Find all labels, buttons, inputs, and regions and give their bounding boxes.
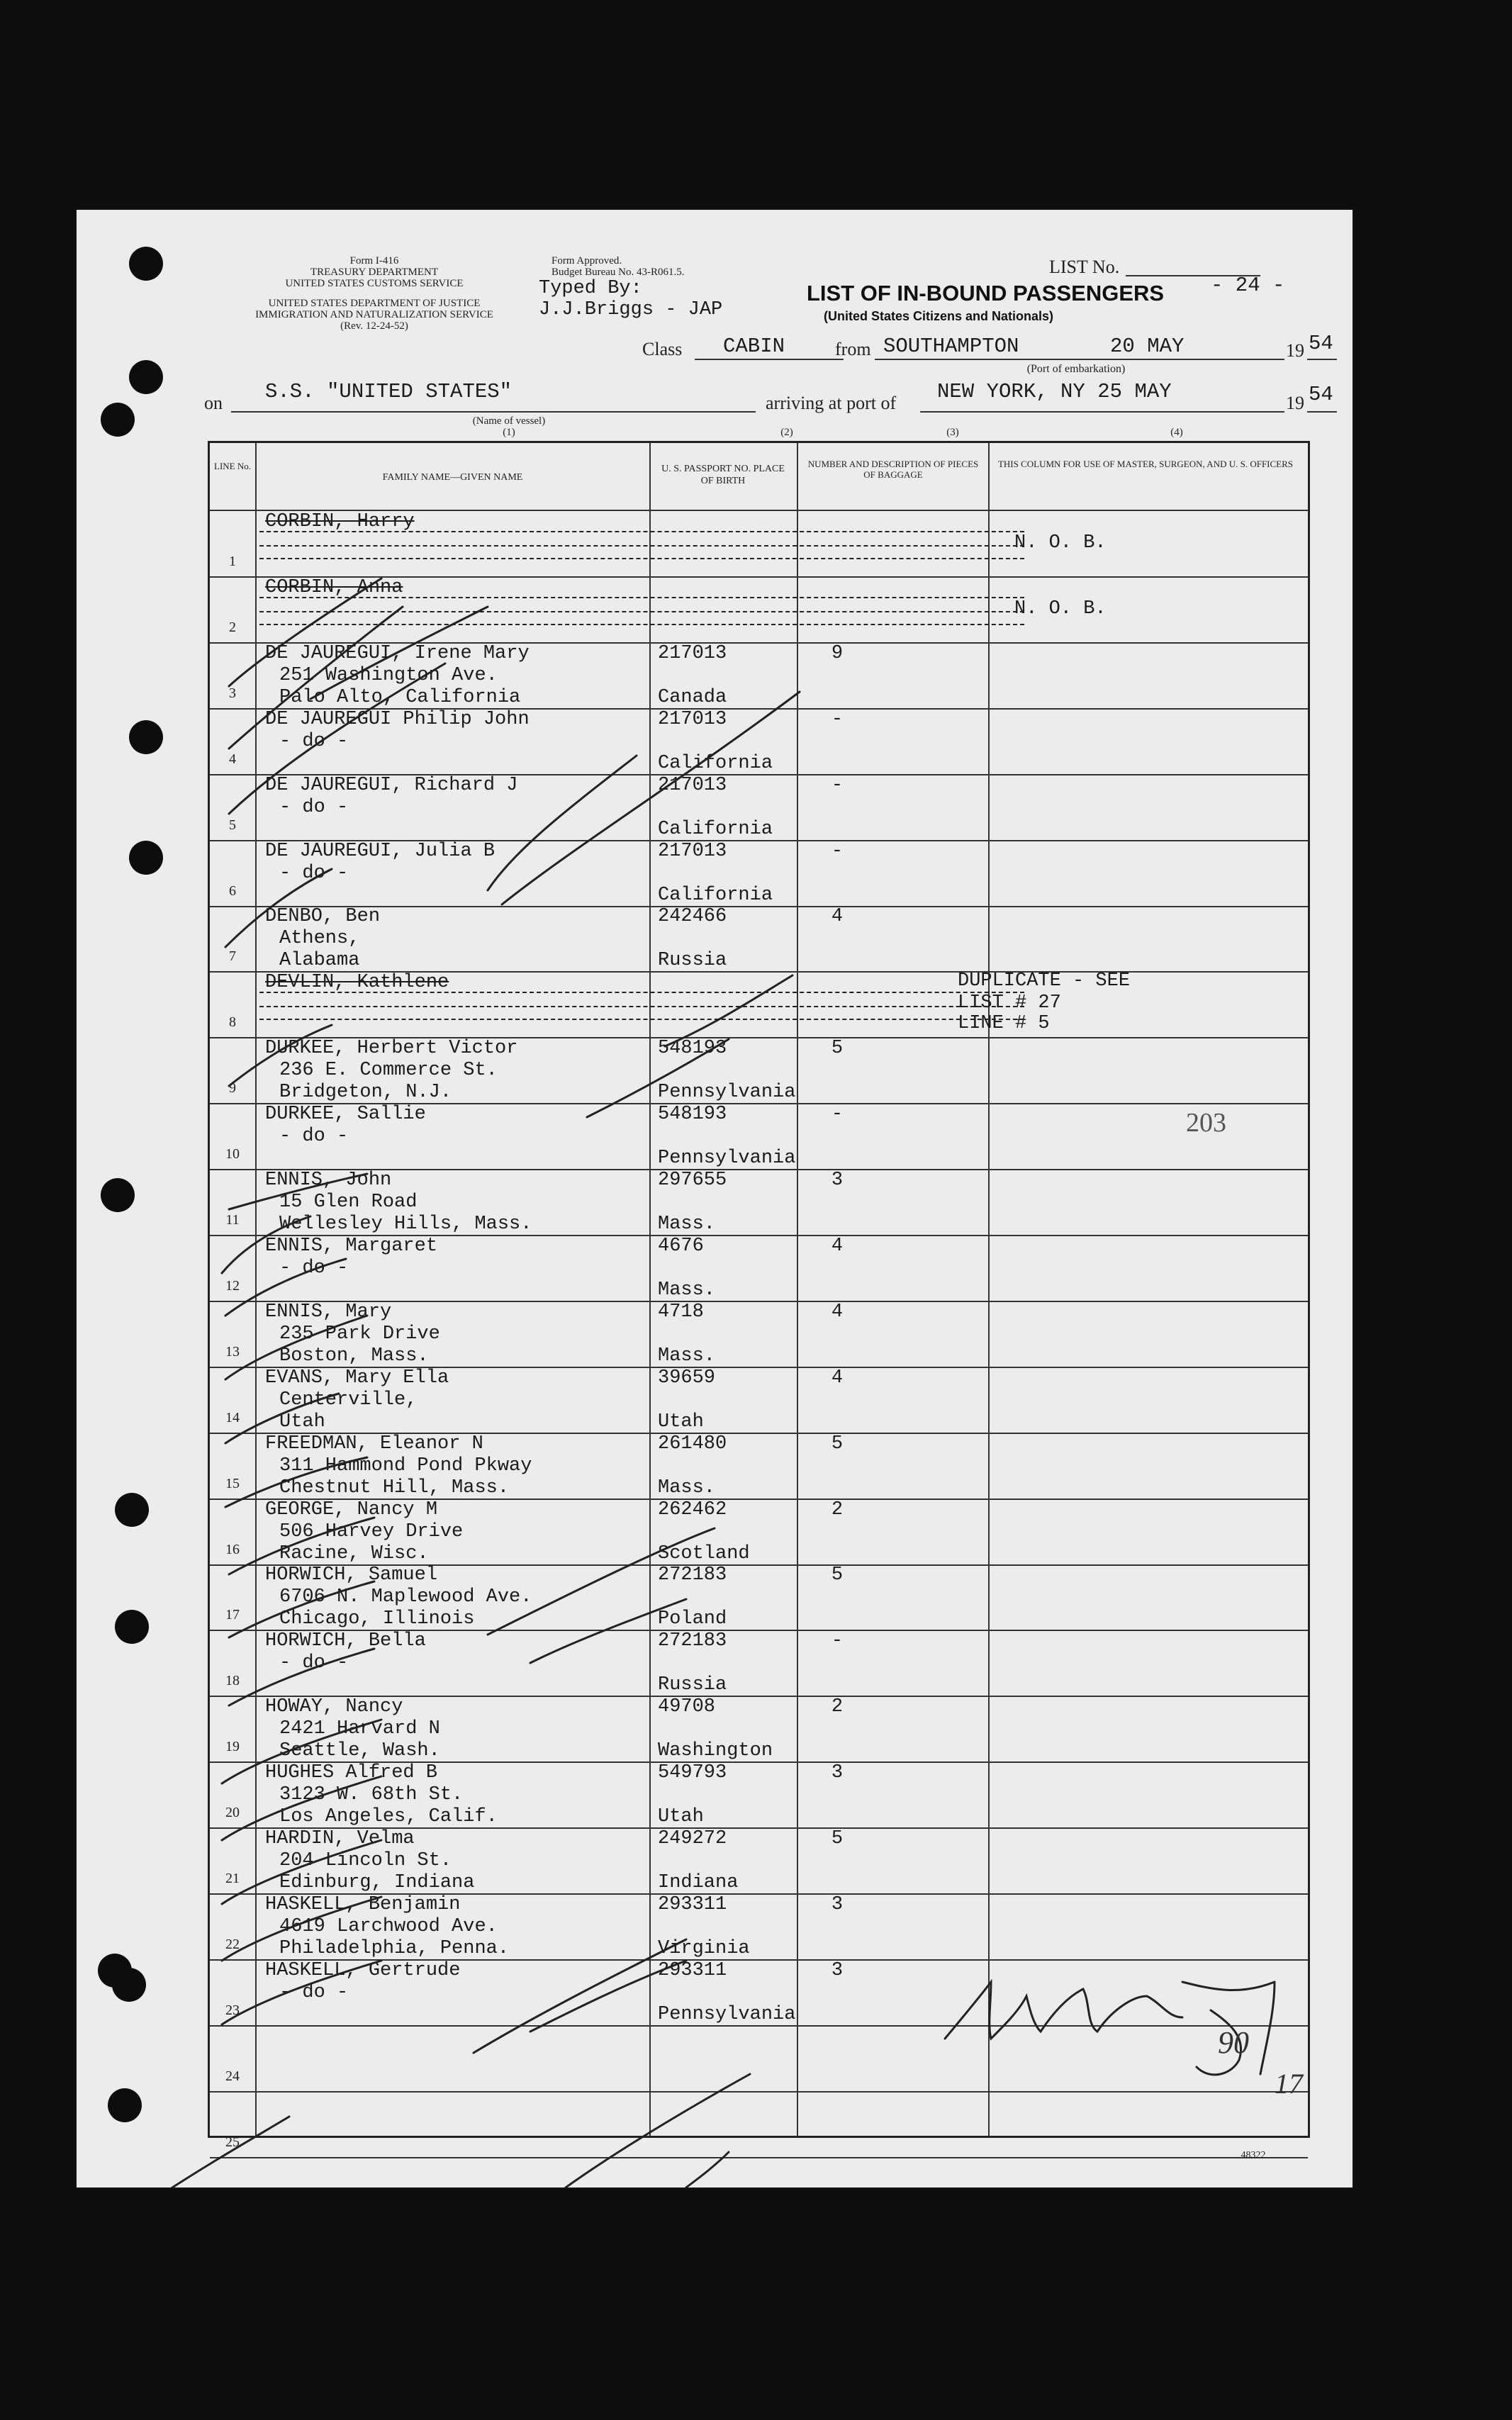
passport-number: 272183 xyxy=(658,1564,727,1586)
initial-number-top: 90 xyxy=(1218,2025,1249,2060)
passenger-name: HASKELL, Gertrude xyxy=(265,1959,461,1981)
passenger-name: FREEDMAN, Eleanor N xyxy=(265,1433,483,1455)
embark-date: 20 MAY xyxy=(1110,335,1185,358)
passenger-name: HORWICH, Samuel xyxy=(265,1564,438,1586)
address-line-1: - do - xyxy=(279,1981,349,2003)
baggage-count: - xyxy=(831,774,844,796)
header-line-no: LINE No. xyxy=(214,461,251,471)
passport-number: 272183 xyxy=(658,1630,727,1652)
passenger-name: DURKEE, Herbert Victor xyxy=(265,1038,518,1060)
col-number-4: (4) xyxy=(1170,427,1183,438)
line-number: 13 xyxy=(225,1343,240,1360)
line-number: 21 xyxy=(225,1871,240,1886)
passenger-name: ENNIS, Margaret xyxy=(265,1235,438,1257)
strike-dash xyxy=(259,624,1024,625)
address-line-2: Chicago, Illinois xyxy=(279,1608,475,1630)
arrival-line xyxy=(920,411,1284,413)
table-row xyxy=(210,1960,1308,2026)
budget-bureau: Budget Bureau No. 43-R061.5. xyxy=(551,267,685,278)
table-row xyxy=(210,1236,1308,1301)
strike-dash xyxy=(259,545,1024,547)
line-number: 18 xyxy=(225,1673,240,1689)
passport-number: 262462 xyxy=(658,1499,727,1520)
address-line-2: Wellesley Hills, Mass. xyxy=(279,1214,532,1235)
vessel-line xyxy=(231,411,756,413)
address-line-2: Boston, Mass. xyxy=(279,1345,429,1367)
class-label: Class xyxy=(642,339,683,359)
line-number: 17 xyxy=(225,1607,240,1623)
place-of-birth: Russia xyxy=(658,1674,727,1696)
baggage-count: 3 xyxy=(831,1893,844,1915)
table-row xyxy=(210,1894,1308,1960)
passenger-name: DEVLIN, Kathlene xyxy=(265,972,449,994)
address-line-1: 204 Lincoln St. xyxy=(279,1850,452,1871)
passport-number: 293311 xyxy=(658,1959,727,1981)
address-line-1: Athens, xyxy=(279,928,360,950)
arrival-year: 54 xyxy=(1309,383,1333,406)
punch-hole xyxy=(112,1968,146,2002)
form-title: LIST OF IN-BOUND PASSENGERS xyxy=(807,281,1165,306)
ins-service: IMMIGRATION AND NATURALIZATION SERVICE xyxy=(255,309,493,320)
address-line-1: 2421 Harvard N xyxy=(279,1718,440,1740)
line-number: 19 xyxy=(225,1739,240,1755)
line-number: 12 xyxy=(225,1277,240,1294)
address-line-1: 4619 Larchwood Ave. xyxy=(279,1915,498,1937)
baggage-count: 3 xyxy=(831,1170,844,1191)
officer-note-2: LIST # 27 xyxy=(958,992,1061,1014)
passenger-name: DE JAUREGUI Philip John xyxy=(265,708,530,730)
col-number-3: (3) xyxy=(946,427,959,438)
address-line-1: 235 Park Drive xyxy=(279,1323,440,1345)
place-of-birth: Canada xyxy=(658,686,727,708)
passport-number: 297655 xyxy=(658,1170,727,1191)
line-number: 7 xyxy=(229,948,236,965)
passport-number: 217013 xyxy=(658,708,727,730)
list-number: - 24 - xyxy=(1211,274,1285,297)
table-row xyxy=(210,972,1308,1038)
address-line-1: 15 Glen Road xyxy=(279,1192,418,1213)
passenger-name: DE JAUREGUI, Julia B xyxy=(265,840,495,862)
table-row xyxy=(210,1433,1308,1499)
line-number: 10 xyxy=(225,1146,240,1163)
address-line-1: 3123 W. 68th St. xyxy=(279,1784,464,1806)
strike-dash xyxy=(259,1019,1024,1020)
strike-dash xyxy=(259,531,1024,532)
line-number: 8 xyxy=(229,1014,236,1031)
passenger-name: HARDIN, Velma xyxy=(265,1828,415,1849)
strike-dash xyxy=(259,611,1024,612)
strike-dash xyxy=(259,558,1024,559)
strike-dash xyxy=(259,992,1024,993)
port-embark-caption: (Port of embarkation) xyxy=(1026,363,1126,375)
baggage-count: - xyxy=(831,708,844,730)
typed-by-label: Typed By: xyxy=(539,278,642,299)
address-line-1: 251 Washington Ave. xyxy=(279,664,498,686)
header-baggage: NUMBER AND DESCRIPTION OF PIECES OF BAGGAGE xyxy=(807,459,979,480)
header-passport: U. S. PASSPORT NO. PLACE OF BIRTH xyxy=(661,464,785,486)
address-line-1: - do - xyxy=(279,1257,349,1279)
vessel-caption: (Name of vessel) xyxy=(472,415,546,427)
address-line-2: Chestnut Hill, Mass. xyxy=(279,1477,510,1499)
line-number: 20 xyxy=(225,1805,240,1821)
form-subtitle: (United States Citizens and Nationals) xyxy=(824,309,1054,323)
table-row xyxy=(210,1038,1308,1104)
address-line-1: - do - xyxy=(279,1126,349,1148)
table-row xyxy=(210,1170,1308,1236)
typed-by-value: J.J.Briggs - JAP xyxy=(539,299,723,320)
treasury-dept: TREASURY DEPARTMENT xyxy=(310,267,439,278)
passport-number: 4676 xyxy=(658,1235,704,1257)
passenger-name: DURKEE, Sallie xyxy=(265,1104,426,1126)
place-of-birth: Scotland xyxy=(658,1542,750,1564)
line-number: 6 xyxy=(229,883,236,899)
line-number: 14 xyxy=(225,1409,240,1425)
punch-hole xyxy=(129,720,163,754)
table-row xyxy=(210,1696,1308,1762)
place-of-birth: Pennsylvania xyxy=(658,2003,796,2025)
punch-hole xyxy=(129,247,163,281)
baggage-count: 5 xyxy=(831,1828,844,1849)
arrival-year-line xyxy=(1307,411,1337,413)
table-row xyxy=(210,643,1308,709)
baggage-count: - xyxy=(831,840,844,862)
customs-service: UNITED STATES CUSTOMS SERVICE xyxy=(285,278,464,289)
passport-number: 548193 xyxy=(658,1104,727,1126)
table-row xyxy=(210,2026,1308,2092)
table-row xyxy=(210,1762,1308,1828)
place-of-birth: Pennsylvania xyxy=(658,1082,796,1104)
place-of-birth: California xyxy=(658,752,773,774)
baggage-count: 3 xyxy=(831,1762,844,1784)
form-revision: (Rev. 12-24-52) xyxy=(340,320,408,332)
on-label: on xyxy=(204,393,223,413)
line-number: 9 xyxy=(229,1080,236,1097)
passport-number: 549793 xyxy=(658,1762,727,1784)
print-code: 48322 xyxy=(1241,2150,1266,2161)
table-row xyxy=(210,1301,1308,1367)
table-row xyxy=(210,709,1308,775)
passenger-name: DE JAUREGUI, Richard J xyxy=(265,774,518,796)
passenger-name: EVANS, Mary Ella xyxy=(265,1367,449,1389)
arrival-port: NEW YORK, NY 25 MAY xyxy=(937,380,1172,403)
passport-number: 261480 xyxy=(658,1433,727,1455)
line-number: 16 xyxy=(225,1541,240,1557)
embark-year-line xyxy=(1307,359,1337,360)
punch-hole xyxy=(115,1493,149,1527)
form-number: Form I-416 xyxy=(349,255,399,267)
place-of-birth: California xyxy=(658,818,773,840)
address-line-1: 236 E. Commerce St. xyxy=(279,1060,498,1082)
address-line-2: Seattle, Wash. xyxy=(279,1740,440,1762)
passport-number: 548193 xyxy=(658,1038,727,1060)
passport-number: 4718 xyxy=(658,1301,704,1323)
address-line-2: Edinburg, Indiana xyxy=(279,1872,475,1893)
strike-dash xyxy=(259,1006,1024,1007)
place-of-birth: Virginia xyxy=(658,1937,750,1959)
table-row xyxy=(210,577,1308,643)
passport-number: 39659 xyxy=(658,1367,716,1389)
address-line-2: Philadelphia, Penna. xyxy=(279,1937,510,1959)
passenger-name: HOWAY, Nancy xyxy=(265,1696,403,1718)
passenger-name: HASKELL, Benjamin xyxy=(265,1893,461,1915)
from-line xyxy=(875,359,1284,360)
class-value: CABIN xyxy=(723,335,785,358)
officer-note: DUPLICATE - SEE xyxy=(958,970,1131,992)
table-row xyxy=(210,511,1308,577)
stamp-number: 203 xyxy=(1186,1108,1226,1138)
header-name: FAMILY NAME—GIVEN NAME xyxy=(382,472,523,483)
place-of-birth: Pennsylvania xyxy=(658,1148,796,1170)
place-of-birth: Utah xyxy=(658,1806,704,1828)
table-row xyxy=(210,906,1308,972)
table-row xyxy=(210,1104,1308,1170)
list-no-label: LIST No. xyxy=(1049,257,1120,277)
table-row xyxy=(210,1499,1308,1565)
table-row xyxy=(210,1630,1308,1696)
year-prefix-2: 19 xyxy=(1286,393,1304,413)
address-line-2: Los Angeles, Calif. xyxy=(279,1806,498,1828)
table-row xyxy=(210,841,1308,907)
place-of-birth: Mass. xyxy=(658,1279,716,1301)
place-of-birth: Russia xyxy=(658,950,727,972)
manifest-page xyxy=(77,210,1353,2187)
address-line-1: - do - xyxy=(279,1652,349,1674)
baggage-count: 2 xyxy=(831,1499,844,1520)
place-of-birth: Poland xyxy=(658,1608,727,1630)
line-number: 3 xyxy=(229,685,236,701)
address-line-2: Bridgeton, N.J. xyxy=(279,1082,452,1104)
vessel-name: S.S. "UNITED STATES" xyxy=(265,380,513,403)
table-row xyxy=(210,775,1308,841)
passport-number: 217013 xyxy=(658,840,727,862)
place-of-birth: Indiana xyxy=(658,1872,739,1893)
table-row xyxy=(210,2092,1308,2158)
col-number-2: (2) xyxy=(780,427,793,438)
strike-dash xyxy=(259,597,1024,598)
line-number: 5 xyxy=(229,817,236,833)
baggage-count: 4 xyxy=(831,1301,844,1323)
passport-number: 249272 xyxy=(658,1828,727,1849)
place-of-birth: Mass. xyxy=(658,1477,716,1499)
address-line-1: 506 Harvey Drive xyxy=(279,1520,464,1542)
embark-year: 54 xyxy=(1309,332,1333,355)
table-row xyxy=(210,1564,1308,1630)
baggage-count: 4 xyxy=(831,906,844,928)
line-number: 23 xyxy=(225,2002,240,2018)
officer-note-3: LINE # 5 xyxy=(958,1013,1050,1035)
baggage-count: 5 xyxy=(831,1433,844,1455)
year-prefix: 19 xyxy=(1286,340,1304,361)
baggage-count: 4 xyxy=(831,1235,844,1257)
table-row xyxy=(210,1828,1308,1894)
line-number: 4 xyxy=(229,751,236,767)
passport-number: 293311 xyxy=(658,1893,727,1915)
col-number-1: (1) xyxy=(503,427,515,438)
address-line-1: Centerville, xyxy=(279,1389,418,1411)
from-label: from xyxy=(835,339,871,359)
passenger-name: HUGHES Alfred B xyxy=(265,1762,438,1784)
baggage-count: 2 xyxy=(831,1696,844,1718)
address-line-2: Alabama xyxy=(279,950,360,972)
passenger-table xyxy=(208,441,1310,2150)
address-line-2: Utah xyxy=(279,1411,325,1433)
passenger-name: ENNIS, Mary xyxy=(265,1301,392,1323)
punch-hole xyxy=(101,403,135,437)
passenger-name: CORBIN, Anna xyxy=(265,576,403,598)
officer-note: N. O. B. xyxy=(1014,598,1107,620)
line-number: 2 xyxy=(229,619,236,635)
passport-number: 217013 xyxy=(658,642,727,664)
punch-hole xyxy=(115,1610,149,1644)
baggage-count: 5 xyxy=(831,1564,844,1586)
baggage-count: 9 xyxy=(831,642,844,664)
passenger-name: GEORGE, Nancy M xyxy=(265,1499,438,1520)
address-line-2: Palo Alto, California xyxy=(279,686,521,708)
table-row xyxy=(210,1367,1308,1433)
header-officers: THIS COLUMN FOR USE OF MASTER, SURGEON, AND U. S. OFFICERS xyxy=(997,459,1294,469)
class-line xyxy=(695,359,844,360)
punch-hole xyxy=(129,841,163,875)
baggage-count: - xyxy=(831,1104,844,1126)
passenger-name: DENBO, Ben xyxy=(265,906,381,928)
passport-number: 242466 xyxy=(658,906,727,928)
passport-number: 49708 xyxy=(658,1696,716,1718)
punch-hole xyxy=(129,360,163,394)
place-of-birth: California xyxy=(658,884,773,906)
place-of-birth: Washington xyxy=(658,1740,773,1762)
justice-dept: UNITED STATES DEPARTMENT OF JUSTICE xyxy=(268,298,481,309)
from-port: SOUTHAMPTON xyxy=(883,335,1019,358)
passport-number: 217013 xyxy=(658,774,727,796)
baggage-count: - xyxy=(831,1630,844,1652)
row-divider xyxy=(210,2157,1308,2158)
initial-number-bottom: 17 xyxy=(1275,2068,1303,2100)
officer-note: N. O. B. xyxy=(1014,532,1107,554)
line-number: 15 xyxy=(225,1475,240,1491)
baggage-count: 5 xyxy=(831,1038,844,1060)
punch-hole xyxy=(101,1178,135,1212)
address-line-1: 311 Hammond Pond Pkway xyxy=(279,1455,532,1477)
arriving-label: arriving at port of xyxy=(766,393,897,413)
baggage-count: 3 xyxy=(831,1959,844,1981)
line-number: 22 xyxy=(225,1936,240,1952)
line-number: 11 xyxy=(225,1212,240,1228)
address-line-1: - do - xyxy=(279,730,349,752)
address-line-2: Racine, Wisc. xyxy=(279,1542,429,1564)
place-of-birth: Utah xyxy=(658,1411,704,1433)
address-line-1: - do - xyxy=(279,862,349,884)
punch-hole xyxy=(108,2088,142,2122)
place-of-birth: Mass. xyxy=(658,1345,716,1367)
line-number: 24 xyxy=(225,2068,240,2084)
line-number: 25 xyxy=(225,2134,240,2150)
passenger-name: ENNIS, John xyxy=(265,1170,392,1191)
passenger-name: CORBIN, Harry xyxy=(265,511,415,532)
passenger-name: DE JAUREGUI, Irene Mary xyxy=(265,642,530,664)
address-line-1: - do - xyxy=(279,796,349,818)
address-line-1: 6706 N. Maplewood Ave. xyxy=(279,1586,532,1608)
place-of-birth: Mass. xyxy=(658,1214,716,1235)
baggage-count: 4 xyxy=(831,1367,844,1389)
passenger-name: HORWICH, Bella xyxy=(265,1630,426,1652)
form-approved: Form Approved. xyxy=(551,255,622,267)
line-number: 1 xyxy=(229,554,236,569)
